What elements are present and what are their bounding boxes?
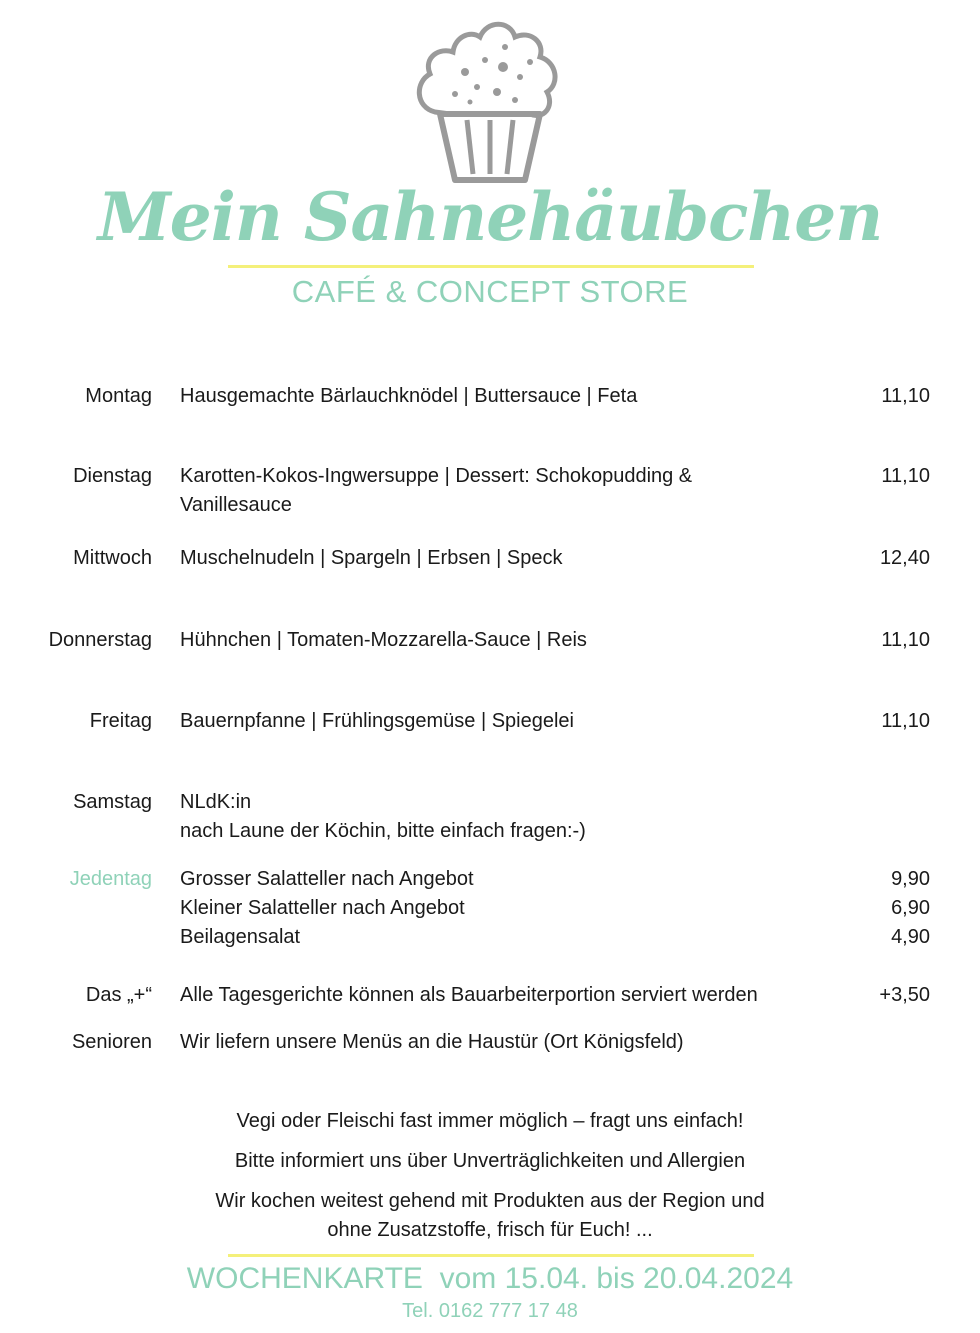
brand-name: Mein Sahnehäubchen (97, 178, 883, 256)
dish-text: Hühnchen | Tomaten-Mozzarella-Sauce | Reis (180, 629, 587, 651)
price: 11,10 (881, 465, 930, 487)
day-label: Mittwoch (73, 547, 152, 569)
salad-item: Grosser Salatteller nach Angebot (180, 868, 474, 890)
price: 11,10 (881, 629, 930, 651)
price: +3,50 (879, 984, 930, 1006)
note-region-line2: ohne Zusatzstoffe, frisch für Euch! ... (327, 1219, 653, 1241)
price: 9,90 (891, 868, 930, 890)
day-label: Freitag (89, 710, 152, 732)
price: 12,40 (879, 547, 930, 569)
day-label: Jedentag (69, 868, 152, 890)
dish-text: nach Laune der Köchin, bitte einfach fragen:-) (180, 820, 586, 842)
dish-text: Wir liefern unsere Menüs an die Haustür (Ort Königsfeld) (180, 1031, 684, 1053)
note-region-line1: Wir kochen weitest gehend mit Produkten aus der Region und (215, 1190, 765, 1212)
price: 4,90 (891, 926, 930, 948)
dish-text: NLdK:in (180, 791, 252, 813)
dish-text: Vanillesauce (180, 494, 292, 516)
footer-phone: Tel. 0162 777 17 48 (402, 1300, 578, 1322)
price: 6,90 (891, 897, 930, 919)
dish-text: Hausgemachte Bärlauchknödel | Buttersauce | Feta (180, 385, 638, 407)
price: 11,10 (881, 385, 930, 407)
dish-text: Muschelnudeln | Spargeln | Erbsen | Speck (180, 547, 563, 569)
divider-bottom (228, 1254, 754, 1257)
day-label: Donnerstag (48, 629, 152, 651)
day-label: Senioren (71, 1031, 152, 1053)
cupcake-icon (405, 12, 575, 192)
dish-text: Bauernpfanne | Frühlingsgemüse | Spiegelei (180, 710, 574, 732)
footer-title: WOCHENKARTE vom 15.04. bis 20.04.2024 (186, 1262, 794, 1295)
day-label: Dienstag (73, 465, 152, 487)
day-label: Das „+“ (85, 984, 152, 1006)
note-allergies: Bitte informiert uns über Unverträglichkeiten und Allergien (234, 1150, 746, 1172)
salad-item: Beilagensalat (180, 926, 301, 948)
dish-text: Karotten-Kokos-Ingwersuppe | Dessert: Schokopudding & (180, 465, 693, 487)
day-label: Montag (85, 385, 152, 407)
day-label: Samstag (73, 791, 152, 813)
price: 11,10 (881, 710, 930, 732)
tagline: CAFÉ & CONCEPT STORE (291, 274, 689, 309)
dish-text: Alle Tagesgerichte können als Bauarbeiterportion serviert werden (180, 984, 758, 1006)
salad-item: Kleiner Salatteller nach Angebot (180, 897, 465, 919)
note-vegi: Vegi oder Fleischi fast immer möglich – fragt uns einfach! (236, 1110, 744, 1132)
divider-top (228, 265, 754, 268)
